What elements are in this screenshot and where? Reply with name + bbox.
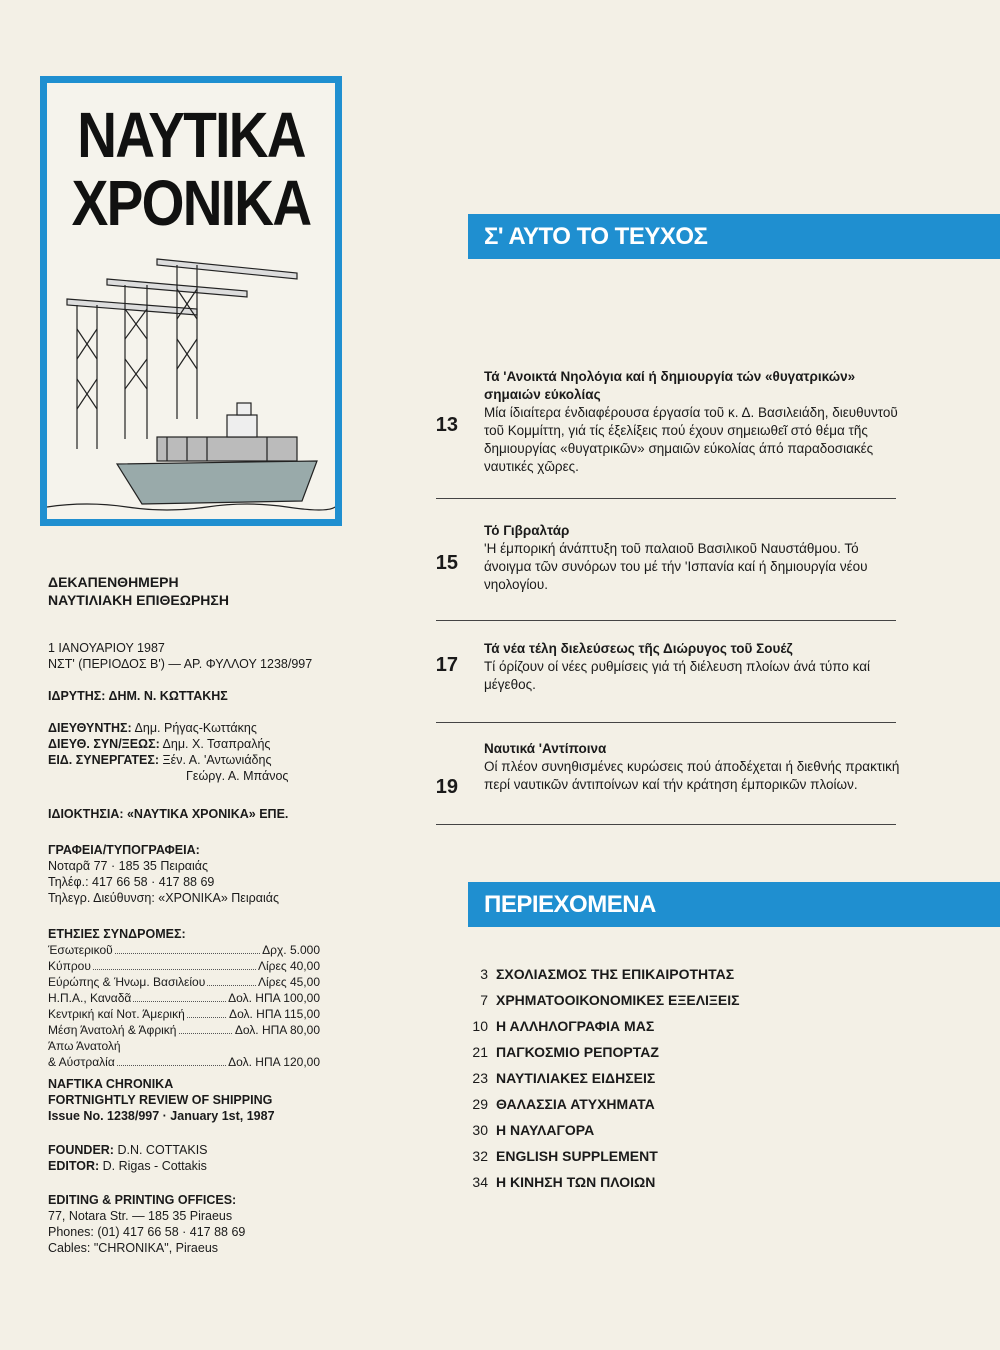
subscription-row — [48, 942, 320, 958]
toc-title: ΣΧΟΛΙΑΣΜΟΣ ΤΗΣ ΕΠΙΚΑΙΡΟΤΗΤΑΣ — [496, 966, 735, 982]
toc-page-number: 23 — [472, 1070, 488, 1086]
port-crane-ship-illustration — [47, 239, 335, 519]
toc-title: ENGLISH SUPPLEMENT — [496, 1148, 658, 1164]
toc-title: Η ΝΑΥΛΑΓΟΡΑ — [496, 1122, 595, 1138]
subscription-region: Έσωτερικοῦ — [48, 943, 113, 957]
director-line — [48, 720, 257, 736]
toc-page-number: 3 — [480, 966, 488, 982]
subscription-row — [48, 1054, 320, 1070]
offices-label: ΓΡΑΦΕΙΑ/ΤΥΠΟΓΡΑΦΕΙΑ: — [48, 843, 200, 857]
subscription-price: Δρχ. 5.000 — [262, 943, 320, 957]
subscription-region: Άπω Άνατολή — [48, 1039, 121, 1053]
article-item[interactable] — [420, 368, 900, 478]
toc-title: ΠΑΓΚΟΣΜΙΟ ΡΕΠΟΡΤΑΖ — [496, 1044, 659, 1060]
logo-title-line-1: ΝΑΥΤΙΚΑ — [77, 99, 305, 171]
article-summary: Οί πλέον συνηθισμένες κυρώσεις πού άποδέχεται ή διεθνής πρακτική περί ναυτικῶν άντιποίνων καί τήν κράτηση έμπορικῶν πλοίων. — [484, 759, 900, 792]
toc-title: Η ΚΙΝΗΣΗ ΤΩΝ ΠΛΟΙΩΝ — [496, 1174, 656, 1190]
english-founder — [48, 1142, 208, 1158]
toc-page-number: 10 — [472, 1018, 488, 1034]
founder-value: D.N. COTTAKIS — [117, 1143, 208, 1157]
partners-line — [48, 752, 272, 768]
issue-date: 1 ΙΑΝΟΥΑΡΙΟΥ 1987 — [48, 641, 165, 655]
toc-item[interactable] — [470, 1146, 658, 1166]
subscription-price: Δολ. ΗΠΑ 80,00 — [234, 1023, 320, 1037]
article-summary: Τί όρίζουν οί νέες ρυθμίσεις γιά τή διέλευση πλοίων άνά τύπο καί μέγεθος. — [484, 659, 871, 692]
toc-page-number: 30 — [472, 1122, 488, 1138]
english-cables: Cables: "CHRONIKA", Piraeus — [48, 1241, 219, 1255]
partners-value: Γεώργ. Α. Μπάνος — [186, 769, 289, 783]
ownership-line: ΙΔΙΟΚΤΗΣΙΑ: «ΝΑΥΤΙΚΑ ΧΡΟΝΙΚΑ» ΕΠΕ. — [48, 807, 289, 821]
article-item[interactable] — [420, 522, 900, 602]
subscription-region: Η.Π.Α., Καναδᾶ — [48, 991, 132, 1005]
subscription-row — [48, 990, 320, 1006]
toc-item[interactable] — [470, 1016, 654, 1036]
partners-label: ΕΙΔ. ΣΥΝΕΡΓΑΤΕΣ: — [48, 753, 160, 767]
divider — [436, 620, 896, 621]
english-subtitle: FORTNIGHTLY REVIEW OF SHIPPING — [48, 1093, 273, 1107]
founder-label: FOUNDER: — [48, 1143, 114, 1157]
section-banner-this-issue: Σ' ΑΥΤΟ ΤΟ ΤΕΥΧΟΣ — [468, 214, 1000, 259]
subscription-price: Δολ. ΗΠΑ 100,00 — [228, 991, 320, 1005]
offices-phone: Τηλέφ.: 417 66 58 · 417 88 69 — [48, 875, 215, 889]
article-title: Τό Γιβραλτάρ — [484, 523, 570, 538]
english-phones: Phones: (01) 417 66 58 · 417 88 69 — [48, 1225, 246, 1239]
subscription-region: & Αύστραλία — [48, 1055, 115, 1069]
toc-item[interactable] — [470, 1068, 655, 1088]
subscription-region: Εύρώπης & Ήνωμ. Βασιλείου — [48, 975, 206, 989]
coeditor-line — [48, 736, 270, 752]
subscription-row — [48, 1022, 320, 1038]
logo-title-line-2: ΧΡΟΝΙΚΑ — [71, 167, 311, 239]
subscription-price: Δολ. ΗΠΑ 120,00 — [228, 1055, 320, 1069]
toc-page-number: 32 — [472, 1148, 488, 1164]
toc-item[interactable] — [470, 1172, 655, 1192]
subscription-region: Κύπρου — [48, 959, 91, 973]
subscription-price: Λίρες 40,00 — [257, 959, 320, 973]
offices-telegram: Τηλεγρ. Διεύθυνση: «ΧΡΟΝΙΚΑ» Πειραιάς — [48, 891, 279, 905]
toc-item[interactable] — [470, 1120, 594, 1140]
magazine-cover-box — [40, 76, 342, 526]
coeditor-value: Δημ. Χ. Τσαπραλής — [162, 737, 271, 751]
english-editor — [48, 1158, 207, 1174]
subscription-region: Μέση Άνατολή & Άφρική — [48, 1023, 177, 1037]
article-title: Ναυτικά 'Αντίποινα — [484, 741, 607, 756]
divider — [436, 498, 896, 499]
cover-inner — [47, 83, 335, 519]
coeditor-label: ΔΙΕΥΘ. ΣΥΝ/ΞΕΩΣ: — [48, 737, 160, 751]
subscription-row — [48, 974, 320, 990]
toc-page-number: 21 — [472, 1044, 488, 1060]
toc-page-number: 29 — [472, 1096, 488, 1112]
director-value: Δημ. Ρήγας-Κωττάκης — [134, 721, 257, 735]
english-offices-label: EDITING & PRINTING OFFICES: — [48, 1193, 237, 1207]
toc-item[interactable] — [470, 1094, 655, 1114]
toc-title: ΧΡΗΜΑΤΟΟΙΚΟΝΟΜΙΚΕΣ ΕΞΕΛΙΞΕΙΣ — [496, 992, 740, 1008]
subscription-price: Λίρες 45,00 — [257, 975, 320, 989]
founder-line: ΙΔΡΥΤΗΣ: ΔΗΜ. Ν. ΚΩΤΤΑΚΗΣ — [48, 689, 228, 703]
english-issue: Issue No. 1238/997 · January 1st, 1987 — [48, 1109, 275, 1123]
offices-address: Νοταρᾶ 77 · 185 35 Πειραιάς — [48, 859, 209, 873]
article-page-number: 17 — [435, 654, 458, 676]
toc-title: ΘΑΛΑΣΣΙΑ ΑΤΥΧΗΜΑΤΑ — [496, 1096, 655, 1112]
toc-item[interactable] — [470, 1042, 659, 1062]
partners-value: Ξέν. Α. 'Αντωνιάδης — [162, 753, 272, 767]
article-page-number: 19 — [435, 776, 458, 798]
article-item[interactable] — [420, 640, 900, 700]
toc-item[interactable] — [470, 990, 740, 1010]
toc-page-number: 34 — [472, 1174, 488, 1190]
subscription-price: Δολ. ΗΠΑ 115,00 — [229, 1007, 320, 1021]
toc-item[interactable] — [470, 964, 734, 984]
section-banner-contents: ΠΕΡΙΕΧΟΜΕΝΑ — [468, 882, 1000, 927]
article-item[interactable] — [420, 740, 900, 820]
director-label: ΔΙΕΥΘΥΝΤΗΣ: — [48, 721, 132, 735]
issue-number: ΝΣΤ' (ΠΕΡΙΟΔΟΣ Β') — ΑΡ. ΦΥΛΛΟΥ 1238/997 — [48, 657, 313, 671]
masthead-subtitle: ΝΑΥΤΙΛΙΑΚΗ ΕΠΙΘΕΩΡΗΣΗ — [48, 592, 229, 608]
masthead-subtitle: ΔΕΚΑΠΕΝΘΗΜΕΡΗ — [48, 574, 179, 590]
divider — [436, 824, 896, 825]
divider — [436, 722, 896, 723]
subscription-region: Κεντρική καί Νοτ. Άμερική — [48, 1007, 185, 1021]
toc-title: Η ΑΛΛΗΛΟΓΡΑΦΙΑ ΜΑΣ — [496, 1018, 655, 1034]
subscription-row — [48, 1006, 320, 1022]
english-address: 77, Notara Str. — 185 35 Piraeus — [48, 1209, 233, 1223]
article-page-number: 13 — [435, 414, 458, 436]
subscription-row — [48, 958, 320, 974]
editor-label: EDITOR: — [48, 1159, 100, 1173]
subscriptions-label: ΕΤΗΣΙΕΣ ΣΥΝΔΡΟΜΕΣ: — [48, 927, 186, 941]
article-summary: 'Η έμπορική άνάπτυξη τοῦ παλαιοῦ Βασιλικοῦ Ναυστάθμου. Τό άνοιγμα τῶν συνόρων του μέ τήν 'Ισπανία καί ή δημιουργία νέου νηολογίου. — [484, 541, 868, 592]
article-page-number: 15 — [435, 552, 458, 574]
english-title: NAFTIKA CHRONIKA — [48, 1077, 174, 1091]
toc-title: ΝΑΥΤΙΛΙΑΚΕΣ ΕΙΔΗΣΕΙΣ — [496, 1070, 656, 1086]
article-summary: Μία ίδιαίτερα ένδιαφέρουσα έργασία τοῦ κ. Δ. Βασιλειάδη, διευθυντοῦ τοῦ Κομμίττη, γιά τίς έξελίξεις πού έχουν σημειωθεῖ στό θέμα τῆς δημιουργίας «θυγατρικῶν» σημαιῶν εύκολίας άπό παραδοσιακές ναυτικές χῶρες. — [484, 405, 898, 474]
toc-page-number: 7 — [480, 992, 488, 1008]
article-title: Τά 'Ανοικτά Νηολόγια καί ή δημιουργία τών «θυγατρικών» σημαιών εύκολίας — [484, 369, 856, 402]
article-title: Τά νέα τέλη διελεύσεως τῆς Διώρυγος τοῦ Σουέζ — [484, 641, 793, 656]
editor-value: D. Rigas - Cottakis — [102, 1159, 207, 1173]
